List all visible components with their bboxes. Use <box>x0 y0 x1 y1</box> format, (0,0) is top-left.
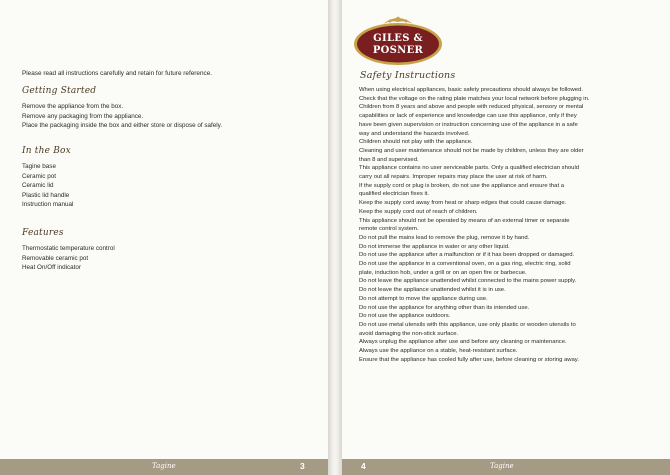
intro-text: Please read all instructions carefully and retain for future reference. <box>22 70 213 77</box>
safety-line: remote control system. <box>359 226 419 233</box>
left-page <box>0 0 328 475</box>
safety-line: have been given supervision or instruction concerning use of the appliance in a safe <box>359 121 578 128</box>
safety-line: Keep the supply cord out of reach of children. <box>359 208 478 215</box>
list-item: Instruction manual <box>22 201 74 209</box>
getting-started-list <box>22 102 322 131</box>
safety-line: Cleaning and user maintenance should not be made by children, unless they are older <box>359 147 584 154</box>
safety-line: Do not use the appliance in a conventional oven, on a gas ring, electric ring, solid <box>359 261 571 268</box>
list-item: Removable ceramic pot <box>22 254 89 262</box>
safety-line: Do not attempt to move the appliance during use. <box>359 295 488 302</box>
safety-line: way and understand the hazards involved. <box>359 130 470 137</box>
book-gutter <box>328 0 342 475</box>
in-the-box-heading: In the Box <box>22 146 71 156</box>
safety-line: Check that the voltage on the rating plate matches your local network before plugging in. <box>359 95 590 102</box>
safety-line: Do not immerse the appliance in water or any other liquid. <box>359 243 510 250</box>
safety-line: This appliance contains no user serviceable parts. Only a qualified electrician should <box>359 165 580 172</box>
list-item: Remove any packaging from the appliance. <box>22 112 144 120</box>
safety-heading: Safety Instructions <box>360 70 456 81</box>
safety-line: If the supply cord or plug is broken, do not use the appliance and ensure that a <box>359 182 564 189</box>
list-item: Tagine base <box>22 163 56 170</box>
safety-line: capabilities or lack of experience and knowledge can use this appliance, only if they <box>359 113 577 120</box>
safety-line: Do not use the appliance for anything other than its intended use. <box>359 304 530 311</box>
safety-line: Ensure that the appliance has cooled fully after use, before cleaning or storing away. <box>359 356 579 363</box>
safety-line: carry out all repairs. Improper repairs may place the user at risk of harm. <box>359 174 548 181</box>
logo-line-2: POSNER <box>372 45 424 56</box>
getting-started-heading: Getting Started <box>22 86 97 96</box>
safety-line: This appliance should not be operated by means of an external timer or separate <box>359 217 570 224</box>
safety-line: Do not use the appliance after a malfunction or if it has been dropped or damaged. <box>359 252 575 259</box>
page-number: 4 <box>361 461 366 471</box>
list-item: Place the packaging inside the box and either store or dispose of safely. <box>22 122 223 130</box>
page-number: 3 <box>300 461 305 471</box>
list-item: Thermostatic temperature control <box>22 245 115 252</box>
safety-line: Children from 8 years and above and people with reduced physical, sensory or mental <box>359 104 584 111</box>
list-item: Plastic lid handle <box>22 191 70 199</box>
right-footer <box>342 459 670 475</box>
safety-line: Do not use metal utensils with this appliance, use only plastic or wooden utensils to <box>359 321 576 328</box>
safety-instructions-list <box>359 86 662 365</box>
left-footer <box>0 459 328 475</box>
footer-title: Tagine <box>490 462 514 470</box>
safety-line: Always use the appliance on a stable, heat-resistant surface. <box>359 348 518 355</box>
safety-line: When using electrical appliances, basic safety precautions should always be followed. <box>359 87 583 93</box>
list-item: Heat On/Off indicator <box>22 264 82 272</box>
list-item: Remove the appliance from the box. <box>22 103 124 110</box>
list-item: Ceramic pot <box>22 172 56 180</box>
safety-line: Children should not play with the appliance. <box>359 139 473 146</box>
safety-line: Do not pull the mains lead to remove the plug, remove it by hand. <box>359 234 530 241</box>
safety-line: qualified electrician fixes it. <box>359 191 430 198</box>
features-heading: Features <box>22 228 64 238</box>
safety-line: Always unplug the appliance after use and before any cleaning or maintenance. <box>359 339 567 346</box>
features-list <box>22 244 322 273</box>
safety-line: Do not leave the appliance unattended whilst it is in use. <box>359 287 506 294</box>
in-the-box-list <box>22 162 322 210</box>
logo-line-1: GILES & <box>373 33 423 44</box>
footer-title: Tagine <box>152 462 176 470</box>
safety-line: Keep the supply cord away from heat or sharp edges that could cause damage. <box>359 200 567 207</box>
safety-line: than 8 and supervised. <box>359 156 419 163</box>
safety-line: Do not use the appliance outdoors. <box>359 313 451 320</box>
safety-line: plate, induction hob, under a grill or on an open fire or barbecue. <box>359 269 527 276</box>
safety-line: Do not leave the appliance unattended whilst connected to the mains power supply. <box>359 278 577 285</box>
list-item: Ceramic lid <box>22 182 54 190</box>
safety-line: avoid damaging the non-stick surface. <box>359 330 459 337</box>
